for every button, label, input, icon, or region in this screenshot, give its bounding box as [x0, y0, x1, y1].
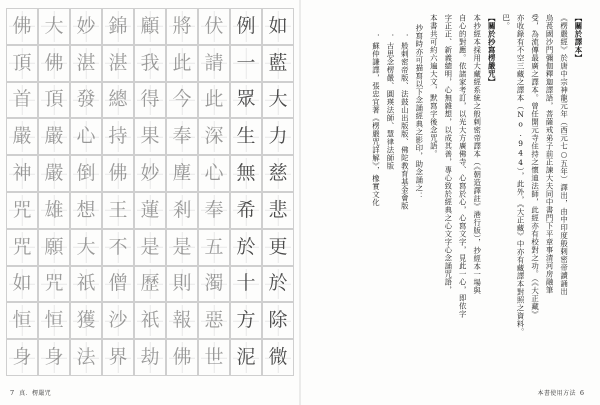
grid-glyph: 僧	[108, 272, 128, 295]
grid-glyph: 此	[172, 51, 192, 74]
grid-glyph: 報	[172, 309, 192, 332]
grid-glyph: 塵	[172, 162, 192, 185]
grid-cell	[6, 302, 38, 339]
grid-cell	[70, 302, 102, 339]
text-column-para3-item3: ．蘇仲謙譯，張忠宜著《楞嚴咒詳解》，橡實文化	[371, 34, 381, 207]
left-page-number: 7	[10, 389, 15, 397]
grid-glyph: 力	[268, 125, 288, 148]
grid-cell	[134, 118, 166, 155]
grid-glyph: 剎	[172, 198, 192, 221]
grid-cell	[262, 8, 294, 45]
grid-glyph: 得	[140, 88, 160, 111]
grid-cell	[134, 339, 166, 376]
grid-glyph: 首	[12, 88, 32, 111]
grid-glyph: 於	[268, 272, 288, 295]
grid-cell	[38, 8, 70, 45]
grid-cell	[38, 229, 70, 266]
grid-glyph: 身	[12, 346, 32, 369]
grid-cell	[166, 266, 198, 303]
grid-glyph: 佛	[12, 14, 32, 37]
grid-cell	[6, 82, 38, 119]
grid-glyph: 大	[44, 14, 64, 37]
grid-glyph: 則	[172, 272, 192, 295]
grid-cell	[134, 192, 166, 229]
grid-cell	[102, 266, 134, 303]
grid-cell	[102, 339, 134, 376]
grid-glyph: 心	[76, 125, 96, 148]
grid-cell	[38, 45, 70, 82]
grid-cell	[134, 266, 166, 303]
grid-cell	[70, 229, 102, 266]
grid-cell	[262, 266, 294, 303]
grid-glyph: 恒	[44, 309, 64, 332]
text-column-para3-line1: 抄寫時亦可描寫以下念誦經典之影印，助念誦之：	[414, 24, 424, 200]
text-column-para1-line1: 《楞嚴經》於唐中宗神龍元年（西元七○五年）譯出，由中印度般剌密帝讀誦出	[559, 14, 569, 296]
grid-cell	[70, 118, 102, 155]
grid-glyph: 不	[108, 235, 128, 258]
grid-glyph: 請	[204, 51, 224, 74]
grid-cell	[6, 45, 38, 82]
grid-cell	[38, 339, 70, 376]
grid-cell	[38, 118, 70, 155]
grid-cell	[38, 192, 70, 229]
grid-cell	[102, 82, 134, 119]
grid-glyph: 顧	[140, 14, 160, 37]
text-column-heading-guanyu-yiben: 【關於譯本】	[574, 14, 583, 62]
grid-glyph: 伏	[204, 14, 224, 37]
grid-cell	[6, 8, 38, 45]
grid-glyph: 沙	[108, 309, 128, 332]
grid-cell	[38, 82, 70, 119]
grid-cell	[102, 45, 134, 82]
grid-cell	[262, 229, 294, 266]
grid-cell	[70, 82, 102, 119]
grid-glyph: 劫	[140, 346, 160, 369]
grid-cell	[6, 266, 38, 303]
grid-cell	[198, 8, 230, 45]
right-page-footer-text: 本書使用方法	[537, 390, 576, 397]
grid-glyph: 濁	[204, 272, 224, 295]
grid-glyph: 祇	[76, 272, 96, 295]
grid-glyph: 咒	[12, 235, 32, 258]
grid-cell	[230, 118, 262, 155]
grid-glyph: 一	[236, 51, 256, 74]
grid-cell	[70, 45, 102, 82]
grid-cell	[166, 302, 198, 339]
grid-glyph: 咒	[44, 272, 64, 295]
grid-cell	[262, 82, 294, 119]
grid-glyph: 眾	[236, 88, 256, 111]
grid-cell	[198, 229, 230, 266]
text-column-para3-item2: ．古思念楞嚴、圓瑛法師、慧律法師版	[385, 34, 395, 170]
grid-glyph: 歷	[140, 272, 160, 295]
grid-glyph: 蓮	[140, 198, 160, 221]
grid-cell	[38, 266, 70, 303]
grid-cell	[6, 155, 38, 192]
grid-cell	[230, 229, 262, 266]
grid-cell	[102, 8, 134, 45]
grid-glyph: 願	[44, 235, 64, 258]
grid-glyph: 神	[12, 162, 32, 185]
grid-cell	[70, 192, 102, 229]
grid-cell	[6, 339, 38, 376]
grid-cell	[166, 229, 198, 266]
grid-cell	[198, 266, 230, 303]
grid-cell	[102, 118, 134, 155]
grid-glyph: 例	[236, 14, 256, 37]
grid-cell	[230, 82, 262, 119]
grid-glyph: 湛	[76, 51, 96, 74]
grid-cell	[38, 155, 70, 192]
grid-glyph: 咒	[12, 198, 32, 221]
grid-glyph: 嚴	[44, 162, 64, 185]
grid-cell	[102, 229, 134, 266]
grid-glyph: 恒	[12, 309, 32, 332]
grid-glyph: 湛	[108, 51, 128, 74]
grid-cell	[230, 45, 262, 82]
left-page-footer-text: 真．楞嚴咒	[19, 390, 52, 397]
grid-cell	[134, 229, 166, 266]
grid-cell	[102, 155, 134, 192]
right-page-text	[300, 0, 600, 405]
grid-glyph: 佛	[108, 162, 128, 185]
grid-cell	[198, 302, 230, 339]
grid-glyph: 無	[236, 162, 256, 185]
grid-glyph: 此	[204, 88, 224, 111]
grid-glyph: 獲	[76, 309, 96, 332]
grid-cell	[262, 155, 294, 192]
grid-cell	[102, 302, 134, 339]
grid-glyph: 慈	[268, 162, 288, 185]
grid-glyph: 世	[204, 346, 224, 369]
grid-glyph: 希	[236, 198, 256, 221]
grid-glyph: 今	[172, 88, 192, 111]
text-column-para2-line1: 本抄經本採用大藏經系統之般剌密帝譯本（《朝造譯註》港行版），抄經本一場與	[472, 14, 482, 295]
grid-glyph: 深	[204, 125, 224, 148]
grid-cell	[198, 192, 230, 229]
grid-glyph: 佛	[172, 346, 192, 369]
grid-glyph: 將	[172, 14, 192, 37]
grid-glyph: 如	[12, 272, 32, 295]
grid-cell	[6, 229, 38, 266]
grid-cell	[166, 82, 198, 119]
grid-glyph: 微	[268, 346, 288, 369]
grid-glyph: 奉	[204, 198, 224, 221]
grid-glyph: 祇	[140, 309, 160, 332]
grid-glyph: 頂	[44, 88, 64, 111]
grid-glyph: 藍	[268, 51, 288, 74]
grid-cell	[102, 192, 134, 229]
grid-cell	[6, 192, 38, 229]
grid-cell	[198, 118, 230, 155]
right-page-footer	[300, 388, 600, 397]
grid-cell	[230, 8, 262, 45]
grid-cell	[198, 45, 230, 82]
grid-cell	[230, 266, 262, 303]
grid-glyph: 方	[236, 309, 256, 332]
grid-glyph: 泥	[236, 346, 256, 369]
right-page-number: 6	[579, 389, 584, 397]
grid-glyph: 王	[108, 198, 128, 221]
grid-cell	[166, 45, 198, 82]
text-column-para2-line3: 字正正、新義總明，心無雜想，以成其善，專心致於經典之心文字心念誦咒語，	[443, 14, 453, 294]
grid-glyph: 發	[76, 88, 96, 111]
grid-cell	[230, 302, 262, 339]
grid-cell	[262, 192, 294, 229]
grid-glyph: 十	[236, 272, 256, 295]
left-page-footer	[0, 388, 300, 397]
text-column-heading-guanyu-chaoxie: 【關於抄寫楞嚴咒】	[487, 14, 497, 86]
grid-cell	[134, 302, 166, 339]
grid-glyph: 倒	[76, 162, 96, 185]
grid-cell	[166, 339, 198, 376]
grid-cell	[70, 339, 102, 376]
text-column-para2-line2: 自心的對應。依諸家考訂，以光大方廣佛寺、心寫於心，心寫文字，見此一心，即依字	[458, 14, 468, 318]
grid-glyph: 是	[172, 235, 192, 258]
grid-glyph: 妙	[140, 162, 160, 185]
grid-cell	[70, 155, 102, 192]
grid-glyph: 界	[108, 346, 128, 369]
grid-glyph: 五	[204, 235, 224, 258]
grid-glyph: 身	[44, 346, 64, 369]
grid-glyph: 悲	[268, 198, 288, 221]
grid-glyph: 果	[140, 125, 160, 148]
grid-glyph: 錦	[108, 14, 128, 37]
grid-cell	[38, 302, 70, 339]
grid-glyph: 妙	[76, 14, 96, 37]
grid-cell	[6, 118, 38, 155]
grid-glyph: 嚴	[44, 125, 64, 148]
grid-glyph: 心	[204, 162, 224, 185]
grid-glyph: 法	[76, 346, 96, 369]
grid-glyph: 大	[76, 235, 96, 258]
grid-glyph: 嚴	[12, 125, 32, 148]
grid-glyph: 雄	[44, 198, 64, 221]
grid-cell	[230, 192, 262, 229]
text-column-para1-line5: 巴。	[501, 14, 511, 30]
grid-glyph: 惡	[204, 309, 224, 332]
grid-glyph: 想	[76, 198, 96, 221]
grid-cell	[198, 82, 230, 119]
text-column-para1-line3: 受，為流傳最廣之譯本。曾任開元寺住持之懷迪法師，此經亦有校對之功。（《大正藏》	[530, 14, 540, 319]
grid-cell	[166, 118, 198, 155]
text-column-para2-line4: 本書共可約六遍大文，默寫字後念咒語。	[429, 14, 439, 158]
grid-cell	[70, 266, 102, 303]
text-column-para1-line2: 烏萇國沙門彌伽釋迦譯語，菩薩戒弟子前正諫大夫同中書門下平章事清河房融筆	[545, 14, 555, 294]
practice-grid-cells	[6, 8, 294, 376]
grid-cell	[134, 45, 166, 82]
grid-cell	[230, 339, 262, 376]
vertical-text-columns	[367, 14, 584, 366]
grid-glyph: 佛	[44, 51, 64, 74]
grid-glyph: 於	[236, 235, 256, 258]
grid-cell	[262, 45, 294, 82]
grid-glyph: 除	[268, 309, 288, 332]
grid-glyph: 頂	[12, 51, 32, 74]
grid-glyph: 更	[268, 235, 288, 258]
grid-cell	[198, 155, 230, 192]
grid-glyph: 大	[268, 88, 288, 111]
text-column-para1-line4: 亦收錄有不空三藏之譯本（No.944），此外，《大正藏》中亦有藏譯本對照之資料。	[516, 14, 526, 337]
grid-cell	[166, 8, 198, 45]
grid-glyph: 是	[140, 235, 160, 258]
grid-cell	[262, 118, 294, 155]
grid-cell	[134, 82, 166, 119]
grid-cell	[70, 8, 102, 45]
grid-cell	[134, 155, 166, 192]
text-column-para3-item1: ．般剌密帝版、法鼓山出版版、佛陀教育基金會版	[400, 34, 410, 210]
grid-cell	[166, 155, 198, 192]
practice-grid	[6, 8, 294, 376]
grid-cell	[198, 339, 230, 376]
grid-glyph: 持	[108, 125, 128, 148]
grid-glyph: 我	[140, 51, 160, 74]
grid-glyph: 總	[108, 88, 128, 111]
grid-glyph: 生	[236, 125, 256, 148]
grid-cell	[262, 302, 294, 339]
grid-cell	[134, 8, 166, 45]
grid-cell	[166, 192, 198, 229]
grid-cell	[262, 339, 294, 376]
grid-cell	[230, 155, 262, 192]
grid-glyph: 奉	[172, 125, 192, 148]
grid-glyph: 如	[268, 14, 288, 37]
